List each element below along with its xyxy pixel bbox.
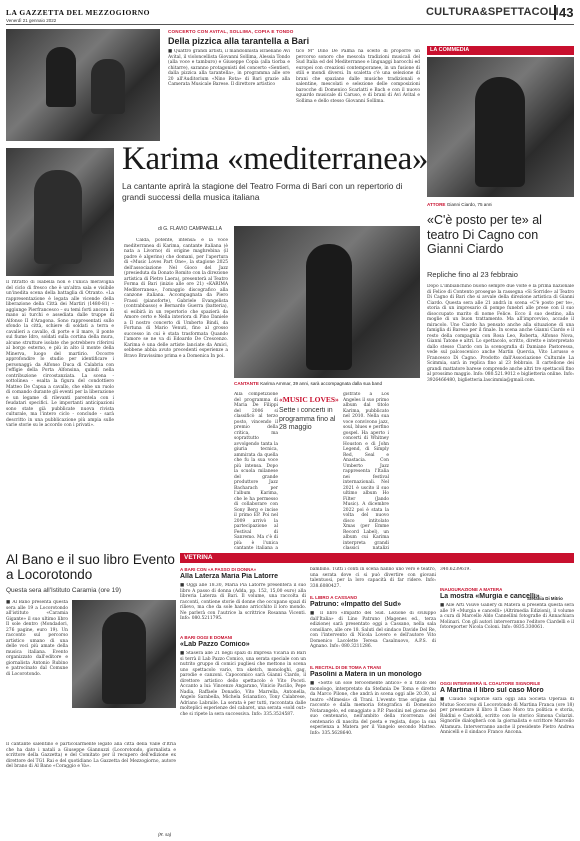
karima-title: Karima «mediterranea» <box>122 141 429 177</box>
vetrina-col-3 <box>440 567 574 837</box>
caption-text: Karima Ammar, 39 anni, sarà accompagnata dalla sua band <box>260 381 383 386</box>
vetrina-col-2 <box>310 567 436 837</box>
caption-label: CANTANTE <box>234 381 259 386</box>
vetrina-title: Alla Laterza Maria Pia Latorre <box>180 573 279 580</box>
vetrina-kicker: A BARI CON «A PASSO DI DONNA» <box>180 567 257 572</box>
vetrina-title: A Martina il libro sul caso Moro <box>440 687 544 694</box>
vetrina-body: ■ Claudio Signorile sarà oggi alla Società Operaia di Mutuo Soccorso di Locorotondo di Martina Franca (ore 18) per presentare il libro Il Caso Moro tra politica e storia, Baldini e Castoldi, scritto con lo storico Simona Colarizi. Signorile dialogherà con la giornalista e scrittore Marcello Altamura. Interverranno anche il presidente Pietro Andrea Annicelli e il sindaco Franco Ancona. <box>440 697 574 735</box>
vetrina-col-1 <box>180 567 306 837</box>
photo-figure <box>306 244 352 370</box>
karima-deck: La cantante aprirà la stagione del Teatro Forma di Bari con un repertorio di grandi successi della musica italiana <box>122 181 403 202</box>
paper-name: LA GAZZETTA DEL MEZZOGIORNO <box>6 8 151 17</box>
commedia-byline: Stefania Di Mitrio <box>527 596 563 601</box>
page-number: 43 <box>554 5 573 20</box>
vetrina-title: La mostra «Murgia e cancelli» <box>440 593 540 600</box>
photo-figure <box>34 170 82 264</box>
albano-col-2: Il cantante salentino è particolarmente legato alla città della Valle d'Itria che ha dato i natali a Giuseppe Giannuzzi (Locorotondo, giornalista e scrittore della Gazzetta) e del Comitato per il recupero dell'edizione ex direttore del TG1 Rai e del quotidiano La Gazzetta del Mezzogiorno, autore del brano di Al Bano «Coraggio e Va». <box>6 742 176 769</box>
photo-figure <box>102 612 146 704</box>
vetrina-kicker: INAUGURAZIONE A MATERA <box>440 587 503 592</box>
vetrina-body: ■ «Sotto un sole ferocemente antico» è il titolo del monologo, interpretato da Stefania De Toma e diretto da Marco Pilone, che andrà in scena oggi alle 20.30, al teatro «Mimesis» di Trani. L'evento trae origine dal racconto e dalla memoria fotografica di Domenico Notarangelo, ed omaggiato a P.P. Pasolini nel giorno del suo centenario, nell'ambito della ricorrenza del centenario di nascita del poeta e regista, dopo la sua esperienza a Matera per il Vangelo secondo Matteo. Info: 335.5628640. <box>310 681 436 736</box>
vetrina-kicker: IL RECITAL DI DE TOMA A TRANI <box>310 665 381 670</box>
vetrina-label: VETRINA <box>180 553 574 563</box>
photo-figure <box>475 77 525 187</box>
vetrina-body: ■ Il libro «Impatto del Sud. Lezione di sviluppo dall'Italia» di Lino Patruno (Magenes ed., terza edizione) sarà presentato oggi a Cassano, nella sala consiliare, alle ore 18. Saluti del sindaco Davide Del Re, con l'intervento di Nicola Lovero e dell'autore Vito Domenico Lacolette Teresa Casalnuovo, A.P.S. di Agnano. Info: 080.3211286. <box>310 611 436 649</box>
albano-photo <box>72 600 176 708</box>
section-title: CULTURA&SPETTACOLI <box>426 6 559 18</box>
masthead-rule <box>6 24 574 25</box>
vetrina-title: Pasolini a Matera in un monologo <box>310 671 422 678</box>
photo-figure <box>91 59 125 114</box>
vetrina-body: ■ Oggi alle 18.30, Maria Pia Latorre presenterà il suo libro A passo di donna (Adda, pp. 152, 15,00 euro) alla libreria Laterza di Bari. Il volume, una raccolta di racconti, contiene storie di donne che occupano spazi di rilievo, ma che da sole hanno arricchito il loro mondo. Ne parlerà con l'autrice la scrittrice Rosanna Vicenti. Info: 080.5211795. <box>180 583 306 621</box>
concert-photo <box>6 29 160 141</box>
photo-figure <box>46 47 76 107</box>
albano-subtitle: Questa sera all'Istituto Caramia (ore 19) <box>6 587 122 594</box>
pull-quote <box>279 395 341 465</box>
vetrina-kicker: IL LIBRO A CASSANO <box>310 595 358 600</box>
pull-quote-text: Sette i concerti in programma fino al 28 maggio <box>279 407 336 431</box>
ciardo-caption <box>427 202 492 207</box>
caption-label: ATTORE <box>427 202 446 207</box>
top-story-title: Della pizzica alla tarantella a Bari <box>168 36 310 46</box>
ciardo-photo <box>427 57 574 197</box>
karima-byline: di G. FLAVIO CAMPANELLA <box>158 226 223 232</box>
top-story-col-1: ■ Quattro grandi artisti, il mandolinista israeliano Avi Avital, il violoncellista Giovanni Sollima, Alessia Tondo (alla voce e tamburo) e Giuseppe Copia (alla tiorba e chitarre), saranno protagonisti del concerto «Sentieri, dalla pizzica alla tarantella», in programma alle ore 20 all'Auditorium «Nino Rota» di Bari grazie alla Camerata Musicale Barese. Il direttore artistico <box>168 49 290 87</box>
vetrina-body: ■ Alle Arti Visive Gallery di Matera si presenta questa sera alle 19 «Murgia e cancelli» (Altrimedia Edizioni), il volume a cura di Marcello Aldo Cannellini fotografie di Annachiara Molinari. Con gli autori interverranno l'editore Ciardelli e il fotoreporter Nicola Coloni. Info: 0835.330061. <box>440 603 574 630</box>
vetrina-body: ■ Stasera alle 21 negli spazi di Impresa Vicaria in Bari si terrà il Lab Pazzo Comico, una serata speciale con un nutrito gruppo di comici pugliesi che mettono in scena uno spettacolo vario, tra sketch, monologhi, gag, parodie e canzoni. Capocomico sarà Gianni Ciardo, il direttore artistico dello spettacolo è Vito Pocoti. Accanto a lui: Vincenzo Angarano, Vinicio Pacilio, Pepe Nadia, Raffaele Donadio, Vito Marrella, Antonella, Angelo Sarabella, Michela Scianatico, Tony Calabrese, Adriano Labraile. La serata è per tutti, raccontata dalle molteplici esperienze del cabaret, una serata «sold out» che si ripete la sera successiva. Info: 335.3524587. <box>180 651 306 717</box>
pull-quote-label: «MUSIC LOVES» <box>279 395 339 404</box>
karima-col-2b <box>279 468 339 550</box>
karima-photo-caption <box>234 381 420 386</box>
top-story <box>168 29 420 141</box>
albano-title: Al Bano e il suo libro Evento a Locorotondo <box>6 552 175 582</box>
vetrina-title: «Lab Pazzo Comico» <box>180 641 250 648</box>
issue-date: Venerdì 21 gennaio 2022 <box>6 18 57 23</box>
commedia-subtitle: Repliche fino al 23 febbraio <box>427 270 518 279</box>
karima-photo <box>234 226 420 378</box>
top-story-col-2: tico M° Dino De Palma ha scelto di proporre un percorso sonoro che mescola tradizioni musicali del Sud Italia ed del Mediterraneo e linguaggi barocchi ed europei con creazioni contemporanee, in un fusione di stili e mondi diversi. In scaletta c'è una selezione di brani che spaziano dalle musiche tradizionali e salentine, mescolati e selezione delle composizioni barocche di Domenico Scarlatti e Bach e con il nuovo sguardo musicale di Caruso, e di brani di Avi Avital e Sollima e dello stesso Giovanni Sollima. <box>296 49 420 104</box>
left-column-body: Il ritratto di Isabella non è l'unica meraviglia del ciclo di fresco che è un'altra sala e visibile un'inedita scena della battaglia di Otranto. «La rappresentazione è legata alle vicende della liberazione della Città dei Martiri (1480-81) – aggiunge Pierfrancesco – su temi forti ancora in mano ai turchi e assediata dalle truppe di Alfonso II d'Aragona. Sono rappresentati sullo sfondo la città, schiere di soldati a terra e cavalieri a cavallo, di porte e il mare, il ponte sul fiume Idro, soldati sulla cortina della mura, alcune strutture isolate che potrebbero riferirsi al borgo esterno, e più in alto il monte della Minerva, luogo del martirio. Occorre approfondire lo studio per identificare i personaggi: da Alfonso Duca di Calabria con l'effigie della Porta Alfonsina, quindi nella contribuzione circostanziata. La scena - sottolinea - esalta la figura del condottiero Matteo De Capua a cavallo, che ebbe un ruolo di comando durante gli eventi per la liberazione e un legame di rilevanti parentela con i feudatari specifici. Le importanti anticipazioni sono state già pubblicate nuova rivista culturale, ma l'intero ciclo - conclude - sarà descritto in una pubblicazione più ampia sulle varie storie su le accordo con i privati». <box>6 280 114 428</box>
vetrina-kicker: OGGI INTERVERRÀ IL COAUTORE SIGNORILE <box>440 681 541 686</box>
caption-text: Gianni Ciardo, 75 anni <box>446 202 493 207</box>
albano-byline: (R. sa) <box>158 832 172 837</box>
commedia-title: «C'è posto per te» al teatro Di Cagno con Gianni Ciardo <box>427 213 542 256</box>
vetrina-title: Patruno: «Impatto del Sud» <box>310 601 402 608</box>
commedia-body: Dopo L'imbianchino buono sempre due volte e la prima nazionale di Felice di Contento prosegue la rassegna «Si Sorride» al Teatro Di Cagno di Bari che si avvale della direzione artistica di Gianni Ciardo. Questa sera alle 21 andrà in scena «C'è posto per te», storia di un impresario di pompe funebri alle prese con il suo disoccupato marito di nome Felice. Ecco il suo destino, alla moglie di un buon trattamento. Ma all'improvviso, accade il miracolo. Uno Ciardo ha pensato anche alla situazione di una famiglia di Barese per il finale. In scena anche Gianni Ciardo e il resto della compagnia con Rosa Leo, Roberta, Alfonso Nova, Gianni Tatone e altri. Lo spettacolo, scritto, diretto e interpretato dallo stesso Ciardo con la scenografia di Damiano Pastoressa, vede sul palcoscenico anche Martin Quercia, Vito Lorusso e Francesco Di Cagno. Prodotto dall'Associazione Culturale La Scimmia, sarà in replica fino al 23 febbraio. Il cartellone dei grandi mattatore barese comprende anche altri tre spettacoli fino al prossimo maggio. Info: 080.521.9012 e biglietteria online. Info: 3926466480, biglietteria.lascimmia@gmail.com. <box>427 284 574 383</box>
karima-col-1: Calda, potente, intensa: è la voce mediterranea di Karima, cantante italiana (è nata a Livorno) di origine maghrebina (il padre è algerino) che domani, per l'apertura di «Music Loves Part One», la stagione 2025 dell'associazione Nel Gioco del Jazz (presieduta da Donato Romito con la direzione artistica di Pietro Laera), presenterà al Teatro Forma di Bari (inizio alle ore 21) «KARIMA Mediterranea», l'omaggio discografico alla canzone italiana. Accompagnata da Piero Frassi (pianoforte), Gabriele Evangelista (contrabbasso) e Bernardo Guerra (batteria), si esibirà in un repertorio che spazierà da Amore certo e Nella interiora di Pino Daniele a Il nostro concerto di Umberto Bindi, da Fortuna di Mario Venuti, fino al grosso successo in cui è stata trasformata Quando l'amore se ne va di Edoardo De Crescenzo. Karima è una delle artiste lanciate da Amici, sebbene abbia avuto precedenti esperienze a Bravo Bravissimo prima e a Domenica In poi. <box>124 238 228 359</box>
commedia-box <box>427 46 574 636</box>
top-story-kicker: CONCERTO CON AVITAL, SOLLIMA, COPIA E TONDO <box>168 29 294 34</box>
vetrina-body: 340.6239619. <box>440 567 471 572</box>
fresco-photo <box>6 148 114 276</box>
vetrina-kicker: A BARI OGGI E DOMANI <box>180 635 233 640</box>
vetrina-body: bambino. Tutti i conti in scena hanno uno vero e teatro, una serata dove ci si può divertire con giovani talentuosi, per la loro capacità di far ridere. Info: 338.6080427. <box>310 567 436 589</box>
commedia-label: LA COMMEDIA <box>427 46 574 55</box>
albano-col-1: ■ Al Bano presenta questa sera alle 19 a Locorotondo all'istituto «Caramia Gigante» il suo ultimo libro Il sole dentro (Mondadori, 276 pagine, euro 19). Un racconto sul percorso artistico umano di una delle voci più amate della musica italiana. Evento organizzato dall'editore e giornalista Antonio Rubino e patrocinato dal Comune di Locorotondo. <box>6 600 68 677</box>
karima-col-3b: gistrato a Los Angeles il suo primo album dal titolo Karima, pubblicato nel 2010. Nella sua voce convivono jazz, soul, blues e perfino gospel. Ha aperto i concerti di Whitney Houston e di John Legend, di Simply Red, Seal e Anastacia. Con Umberto Jazz rappresenta l'Italia nei festival internazionali. Nel 2021 è uscito il suo ultimo album Ho Filter (Jando Music). A dicembre 2022 poi è stata la volta del nuovo disco intitolato Xmas (per Emme Record Label), un album cui Karima interpreta grandi classici natalizi <box>343 392 389 550</box>
karima-col-2: Alla competizione del programma di Maria De Filippi del 2006 si classificò al terzo posto, vincendo il premio della critica, ma soprattutto avvolgendo tanta la giuria tecnica, ammirata da quella che fu la sua voce più intensa. Dopo la scuola milanese del grande produttore Jazz Bacharach per l'album Karima, che le ha permesso di collaborare con Sony Berg e incise il primo EP. Poi nel 2009 arrivò la partecipazione al Festival di Sanremo. Ma c'è di più: è l'unica cantante italiana a <box>234 392 278 550</box>
